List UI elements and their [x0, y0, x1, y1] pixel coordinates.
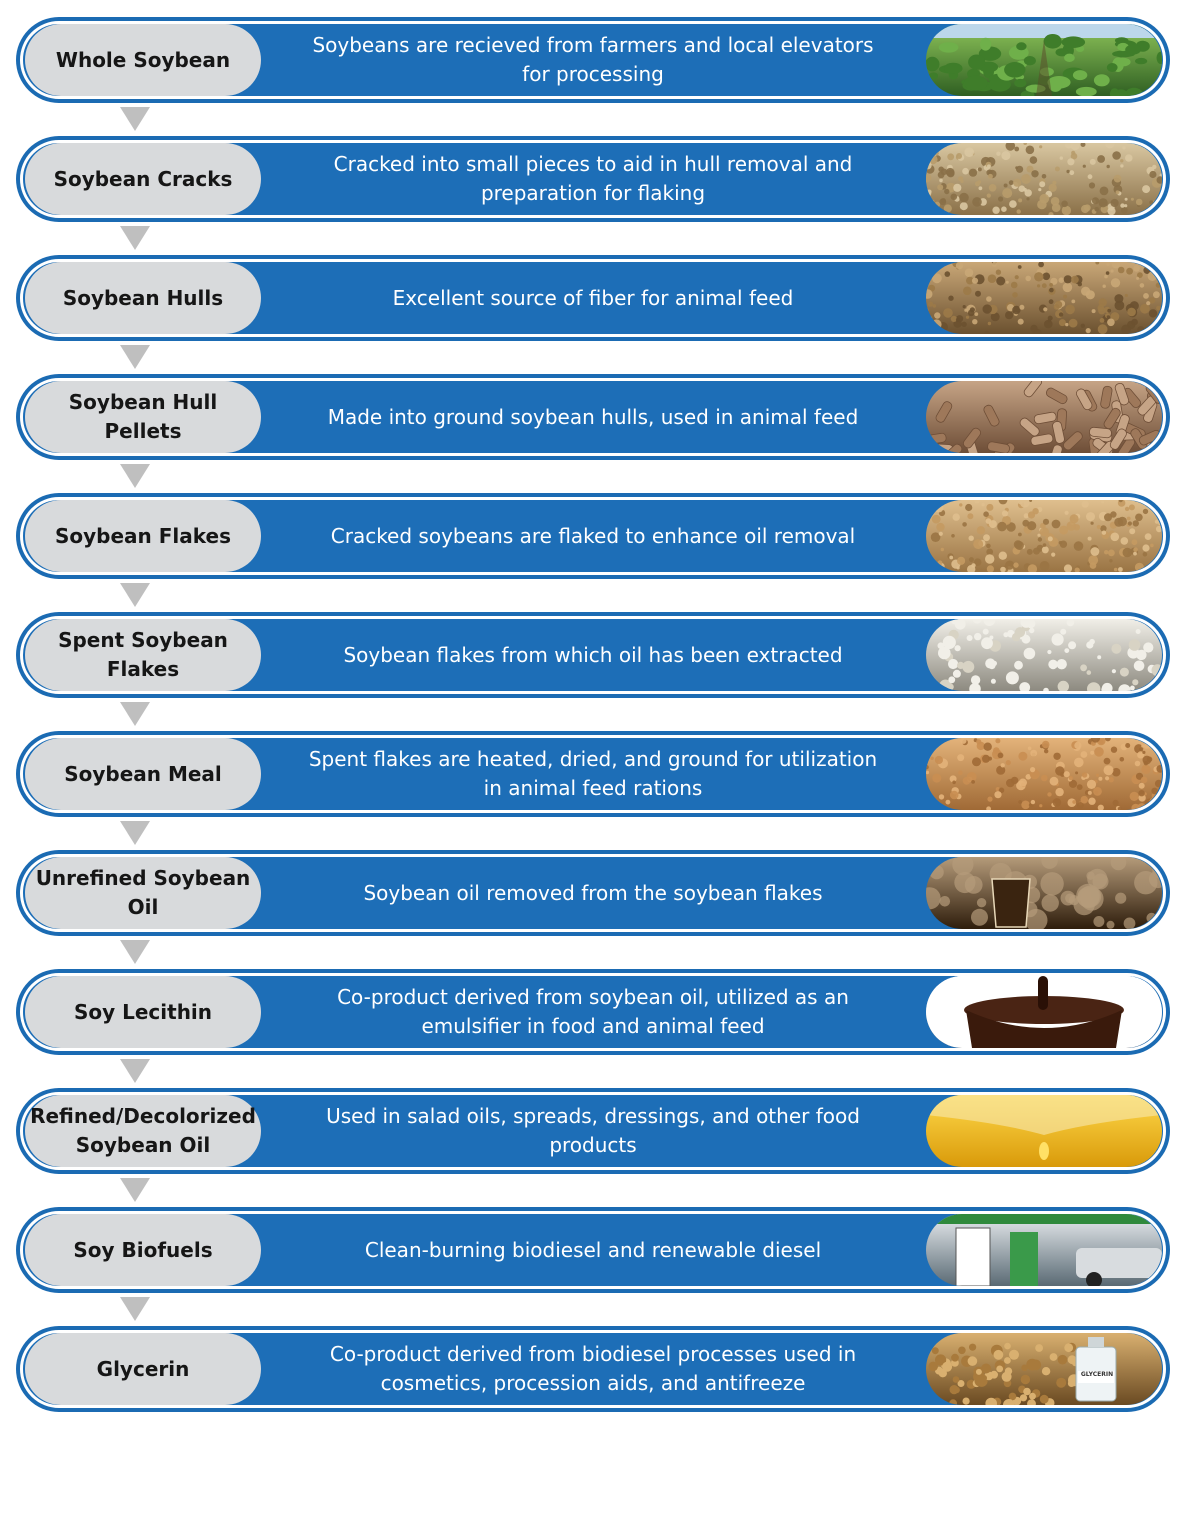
step-name: Whole Soybean — [25, 24, 261, 96]
flow-arrow-down-icon — [120, 702, 150, 726]
step-name: Soy Lecithin — [25, 976, 261, 1048]
step-description: Spent flakes are heated, dried, and ground for utilization in animal feed rations — [308, 747, 878, 800]
flow-arrow-down-icon — [120, 345, 150, 369]
step-soy-biofuels — [16, 1207, 1170, 1293]
step-name: Soybean Cracks — [25, 143, 261, 215]
soybean-meal-image — [926, 738, 1162, 810]
hull-pellets-image — [926, 381, 1162, 453]
step-description: Soybeans are recieved from farmers and local elevators for processing — [312, 33, 874, 86]
flow-arrow-down-icon — [120, 583, 150, 607]
soybean-hulls-image — [926, 262, 1162, 334]
unrefined-oil-image — [926, 857, 1162, 929]
step-unrefined-soybean-oil — [16, 850, 1170, 936]
step-description: Co-product derived from biodiesel processes used in cosmetics, procession aids, and antifreeze — [329, 1342, 857, 1395]
step-glycerin — [16, 1326, 1170, 1412]
step-name: Soybean Hulls — [25, 262, 261, 334]
step-spent-soybean-flakes — [16, 612, 1170, 698]
glycerin-bottle-label: GLYCERIN — [1080, 1371, 1114, 1378]
step-soybean-cracks — [16, 136, 1170, 222]
step-name: Refined/Decolorized Soybean Oil — [25, 1095, 261, 1167]
flow-arrow-down-icon — [120, 1178, 150, 1202]
step-refined-decolorized-soybean-oil — [16, 1088, 1170, 1174]
spent-flakes-image — [926, 619, 1162, 691]
flow-arrow-down-icon — [120, 821, 150, 845]
step-whole-soybean — [16, 17, 1170, 103]
step-description: Cracked into small pieces to aid in hull removal and preparation for flaking — [333, 152, 853, 205]
step-description: Soybean flakes from which oil has been extracted — [343, 642, 843, 667]
step-description: Used in salad oils, spreads, dressings, and other food products — [326, 1104, 860, 1157]
lecithin-image — [926, 976, 1162, 1048]
step-soy-lecithin — [16, 969, 1170, 1055]
step-description: Excellent source of fiber for animal feed — [392, 285, 794, 310]
flow-arrow-down-icon — [120, 107, 150, 131]
flow-arrow-down-icon — [120, 464, 150, 488]
step-name: Glycerin — [25, 1333, 261, 1405]
soybean-flakes-image — [926, 500, 1162, 572]
step-name: Soy Biofuels — [25, 1214, 261, 1286]
step-soybean-hull-pellets — [16, 374, 1170, 460]
step-description: Co-product derived from soybean oil, utilized as an emulsifier in food and animal feed — [337, 985, 849, 1038]
step-soybean-hulls — [16, 255, 1170, 341]
step-name: Soybean Flakes — [25, 500, 261, 572]
step-name: Soybean Hull Pellets — [25, 381, 261, 453]
step-description: Cracked soybeans are flaked to enhance oil removal — [330, 523, 856, 548]
step-description: Made into ground soybean hulls, used in animal feed — [327, 404, 859, 429]
step-name: Spent Soybean Flakes — [25, 619, 261, 691]
flow-arrow-down-icon — [120, 1059, 150, 1083]
refined-oil-image — [926, 1095, 1162, 1167]
step-soybean-flakes — [16, 493, 1170, 579]
soybean-cracks-image — [926, 143, 1162, 215]
flow-arrow-down-icon — [120, 1297, 150, 1321]
soybean-field-image — [926, 24, 1162, 96]
step-name: Unrefined Soybean Oil — [25, 857, 261, 929]
flow-arrow-down-icon — [120, 226, 150, 250]
step-name: Soybean Meal — [25, 738, 261, 810]
biofuel-pump-image — [926, 1214, 1162, 1286]
step-description: Clean-burning biodiesel and renewable diesel — [364, 1237, 822, 1262]
flow-arrow-down-icon — [120, 940, 150, 964]
step-soybean-meal — [16, 731, 1170, 817]
glycerin-image — [926, 1333, 1162, 1405]
step-description: Soybean oil removed from the soybean flakes — [363, 880, 823, 905]
